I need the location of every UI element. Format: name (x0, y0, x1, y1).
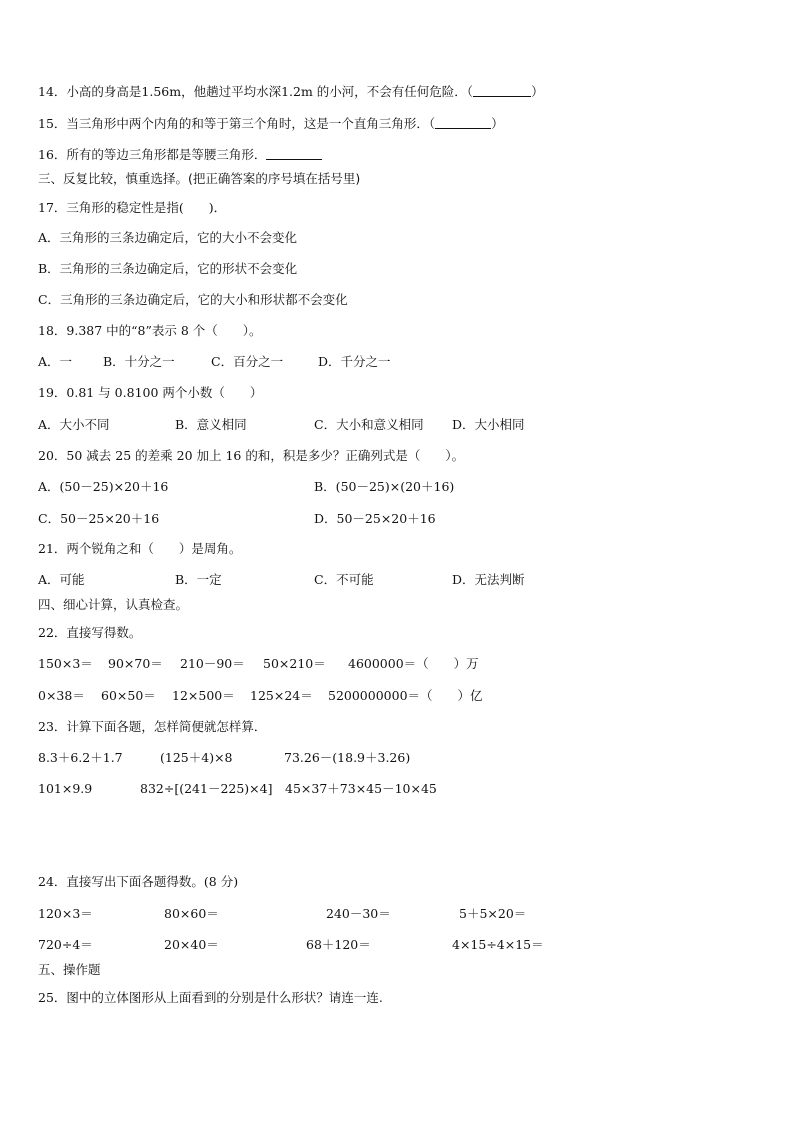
question-14: 14．小高的身高是1.56m，他趟过平均水深1.2m 的小河，不会有任何危险．（ ） (38, 84, 544, 99)
section-3-heading: 三、反复比较，慎重选择。(把正确答案的序号填在括号里) (38, 171, 361, 186)
option-d[interactable]: D．大小相同 (452, 417, 525, 432)
question-15: 15．当三角形中两个内角的和等于第三个角时，这是一个直角三角形．（ ） (38, 116, 504, 131)
option-d[interactable]: D．无法判断 (452, 572, 525, 587)
option-d[interactable]: D．50－25×20＋16 (314, 511, 436, 526)
calc-item: 150×3＝ (38, 656, 93, 671)
question-23-stem: 23．计算下面各题，怎样简便就怎样算． (38, 719, 267, 734)
option-a[interactable]: A．一 (38, 354, 73, 369)
calc-item: 832÷[(241－225)×4] (140, 781, 273, 796)
calc-item: (125＋4)×8 (160, 750, 233, 765)
option-b[interactable]: B．(50－25)×(20＋16) (314, 479, 455, 494)
question-17-stem: 17．三角形的稳定性是指( )． (38, 200, 227, 215)
question-14-text: 14．小高的身高是1.56m，他趟过平均水深1.2m 的小河，不会有任何危险．（ (38, 84, 474, 99)
calc-item: 4×15÷4×15＝ (452, 937, 544, 952)
question-15-text: 15．当三角形中两个内角的和等于第三个角时，这是一个直角三角形．（ (38, 116, 436, 131)
calc-item: 5200000000＝（ ）亿 (328, 688, 483, 703)
option-b[interactable]: B．三角形的三条边确定后，它的形状不会变化 (38, 261, 298, 276)
calc-item: 45×37＋73×45－10×45 (285, 781, 437, 796)
option-b[interactable]: B．一定 (175, 572, 222, 587)
calc-item: 5＋5×20＝ (459, 906, 527, 921)
section-4-heading: 四、细心计算，认真检查。 (38, 597, 189, 612)
calc-item: 240－30＝ (326, 906, 391, 921)
question-24-stem: 24．直接写出下面各题得数。(8 分) (38, 874, 239, 889)
option-a[interactable]: A．(50－25)×20＋16 (38, 479, 169, 494)
option-b[interactable]: B．意义相同 (175, 417, 247, 432)
answer-blank[interactable] (266, 147, 322, 160)
question-16-text: 16．所有的等边三角形都是等腰三角形． (38, 147, 267, 162)
option-d[interactable]: D．千分之一 (318, 354, 391, 369)
option-c[interactable]: C．三角形的三条边确定后，它的大小和形状都不会变化 (38, 292, 348, 307)
calc-item: 60×50＝ (101, 688, 156, 703)
option-a[interactable]: A．大小不同 (38, 417, 110, 432)
calc-item: 20×40＝ (164, 937, 219, 952)
answer-blank[interactable] (435, 116, 491, 129)
answer-blank[interactable] (473, 84, 531, 97)
option-b[interactable]: B．十分之一 (103, 354, 175, 369)
calc-item: 4600000＝（ ）万 (348, 656, 479, 671)
option-c[interactable]: C．不可能 (314, 572, 374, 587)
calc-item: 68＋120＝ (306, 937, 371, 952)
calc-item: 720÷4＝ (38, 937, 93, 952)
calc-item: 80×60＝ (164, 906, 219, 921)
question-21-stem: 21．两个锐角之和（ ）是周角。 (38, 541, 242, 556)
calc-item: 8.3＋6.2＋1.7 (38, 750, 123, 765)
calc-item: 12×500＝ (172, 688, 235, 703)
option-c[interactable]: C．百分之一 (211, 354, 284, 369)
question-20-stem: 20．50 减去 25 的差乘 20 加上 16 的和，积是多少？正确列式是（ ）。 (38, 448, 465, 463)
calc-item: 50×210＝ (263, 656, 326, 671)
calc-item: 0×38＝ (38, 688, 85, 703)
option-c[interactable]: C．大小和意义相同 (314, 417, 424, 432)
option-a[interactable]: A．三角形的三条边确定后，它的大小不会变化 (38, 230, 298, 245)
question-25-stem: 25．图中的立体图形从上面看到的分别是什么形状？请连一连. (38, 990, 383, 1005)
question-19-stem: 19．0.81 与 0.8100 两个小数（ ） (38, 385, 263, 400)
option-a[interactable]: A．可能 (38, 572, 85, 587)
calc-item: 120×3＝ (38, 906, 93, 921)
calc-item: 125×24＝ (250, 688, 313, 703)
question-22-stem: 22．直接写得数。 (38, 625, 142, 640)
calc-item: 101×9.9 (38, 781, 93, 796)
question-16 (38, 147, 322, 163)
section-5-heading: 五、操作题 (38, 962, 101, 977)
calc-item: 90×70＝ (108, 656, 163, 671)
question-18-stem: 18．9.387 中的“8”表示 8 个（ ）。 (38, 323, 262, 338)
option-c[interactable]: C．50－25×20＋16 (38, 511, 160, 526)
calc-item: 210－90＝ (180, 656, 245, 671)
calc-item: 73.26－(18.9＋3.26) (284, 750, 411, 765)
